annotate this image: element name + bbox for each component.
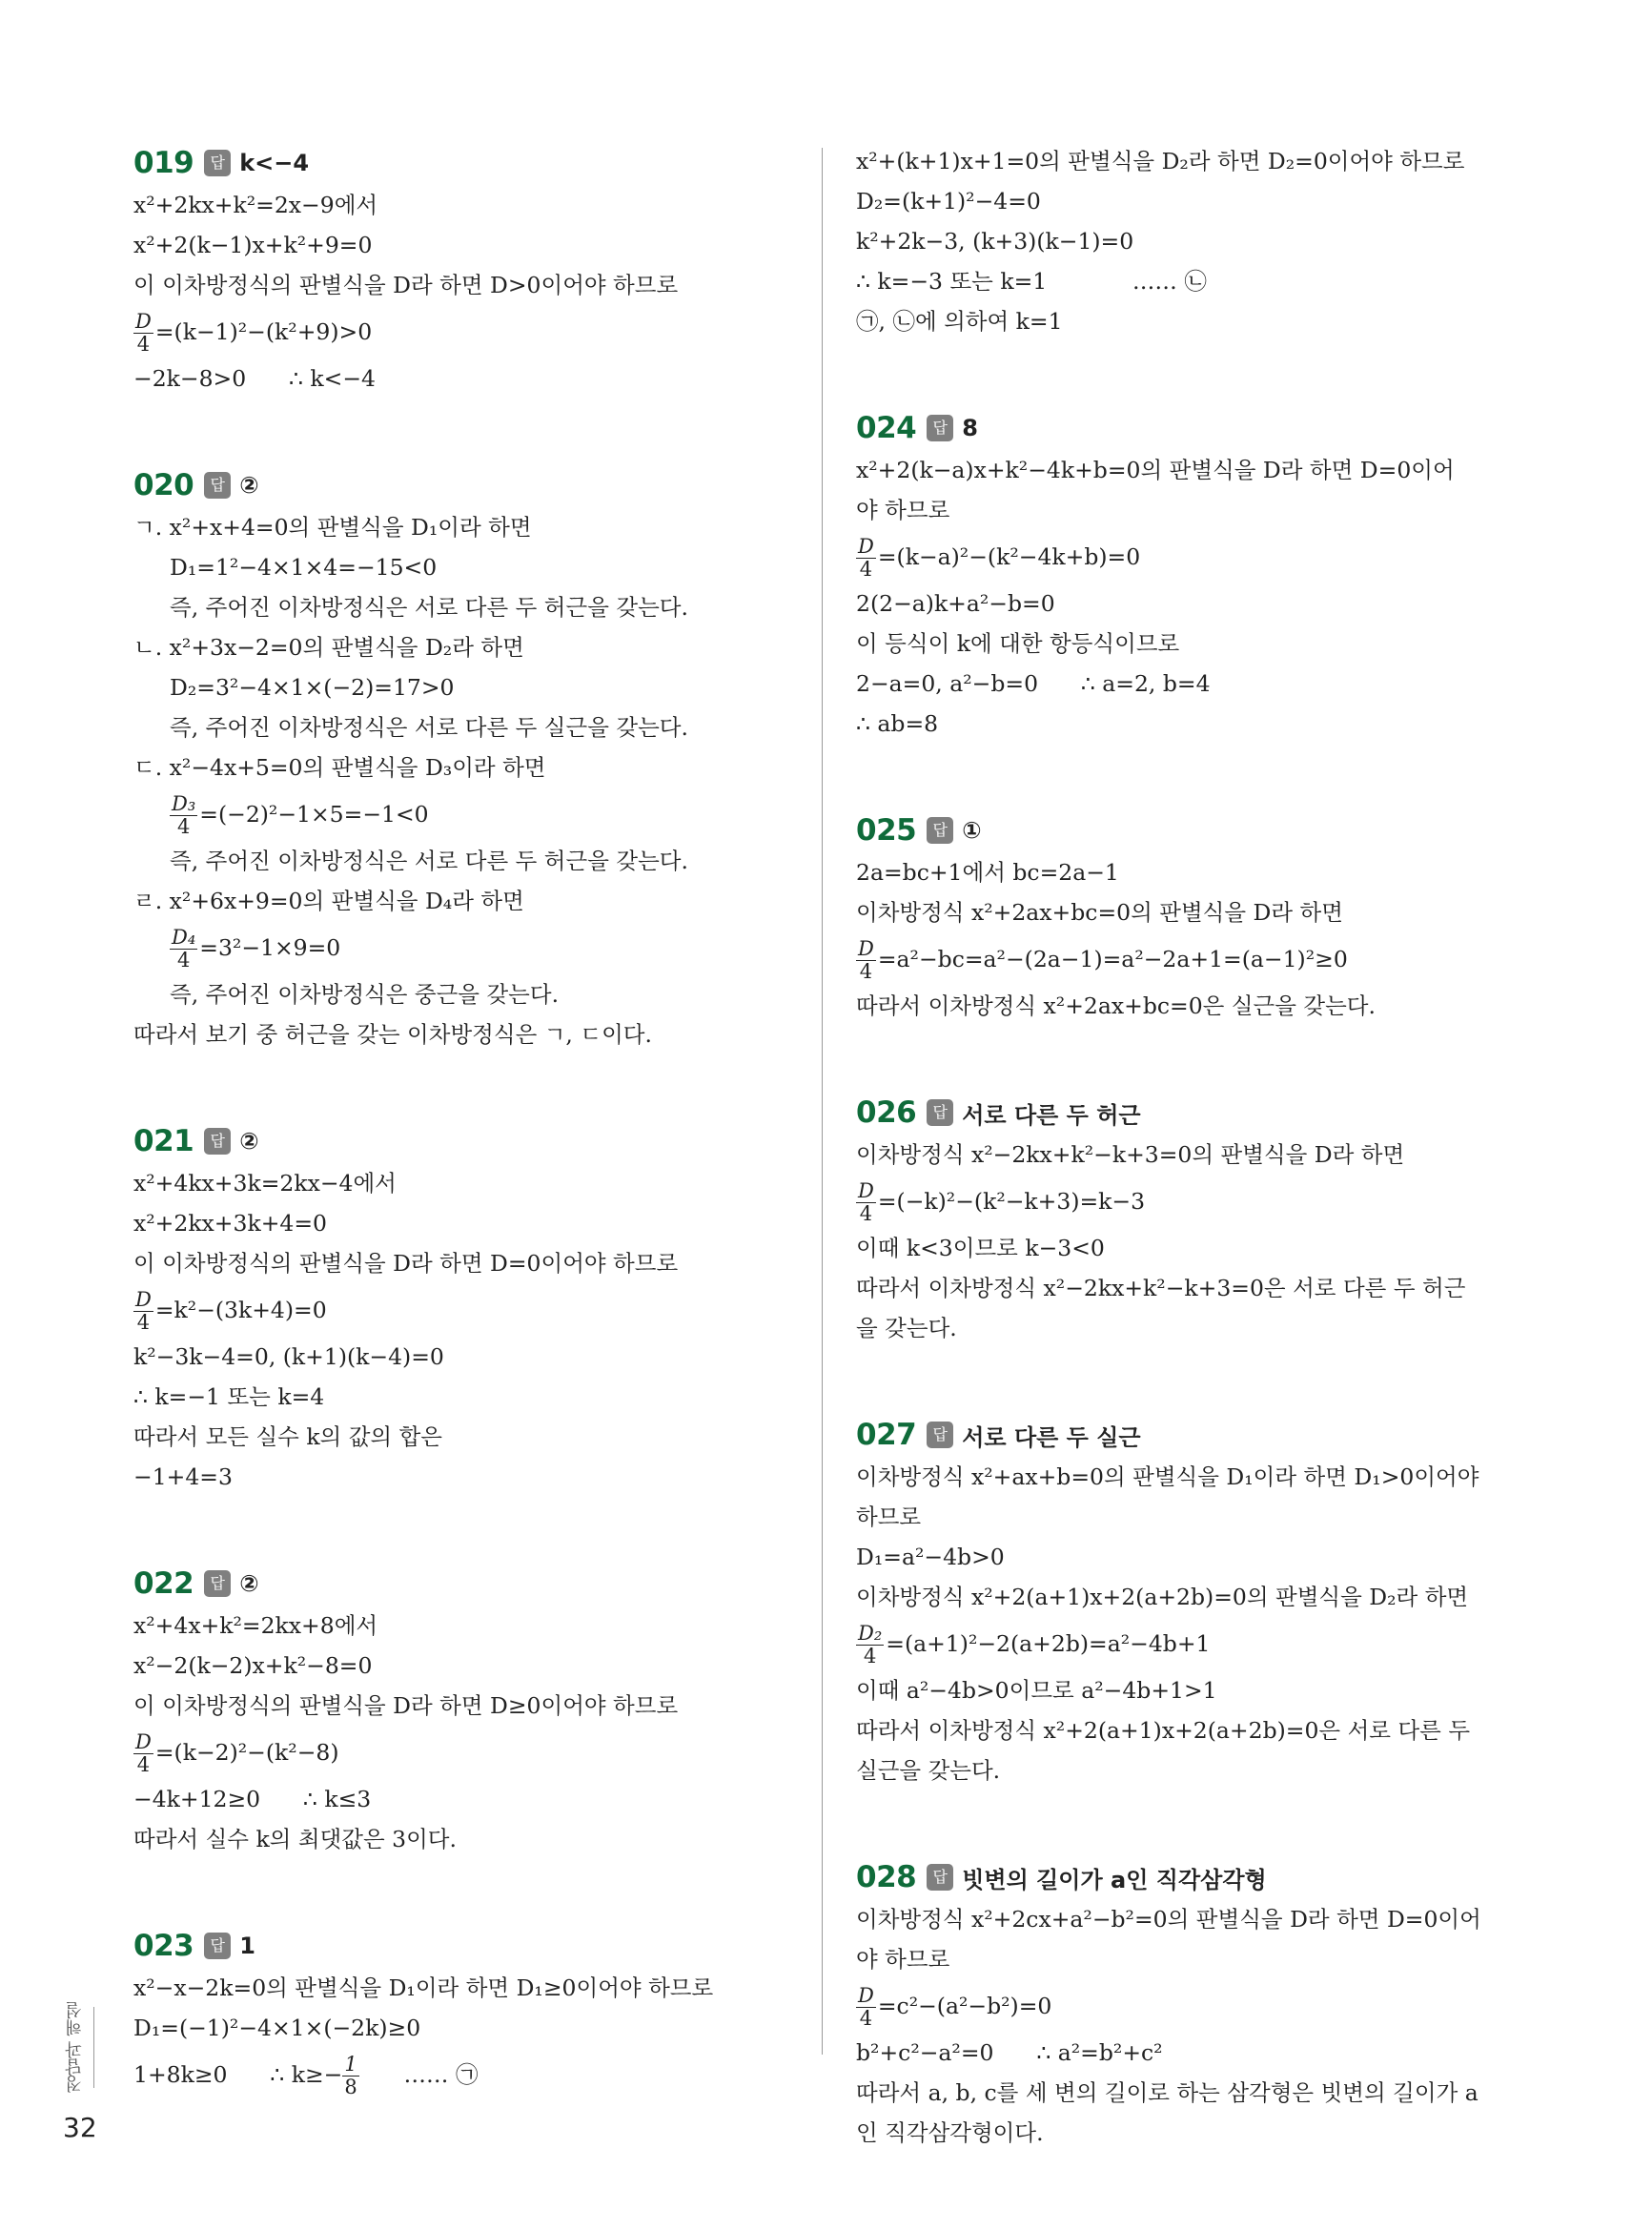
- fraction-denominator: 4: [176, 949, 191, 972]
- solution-line: [856, 624, 1514, 664]
- solution-line: [856, 301, 1514, 341]
- sidebar-divider: [93, 2007, 94, 2088]
- solution-line: [133, 788, 791, 841]
- solution-line: [133, 1337, 791, 1377]
- problem-number: 020: [133, 468, 194, 502]
- line-text: 2a=bc+1에서 bc=2a−1: [856, 859, 1119, 886]
- fraction: [856, 1985, 876, 2030]
- line-text: 야 하므로: [856, 1946, 950, 1973]
- solution-line: [133, 305, 791, 358]
- solution-line: [133, 1203, 791, 1243]
- problem-header: [133, 141, 791, 185]
- line-text: 따라서 이차방정식 x²−2kx+k²−k+3=0은 서로 다른 두 허근: [856, 1275, 1466, 1301]
- line-text: ∴ k=−1 또는 k=4: [133, 1383, 325, 1410]
- line-text: k²+2k−3, (k+3)(k−1)=0: [856, 228, 1134, 255]
- solution-line: [133, 841, 791, 881]
- solution-line: [133, 1819, 791, 1859]
- fraction-numerator: 1: [344, 2053, 357, 2076]
- fraction-denominator: 4: [859, 2007, 873, 2030]
- line-text: 이때 a²−4b>0이므로 a²−4b+1>1: [856, 1677, 1217, 1704]
- fraction-numerator: D: [858, 1984, 874, 2007]
- solution-line: [856, 1497, 1514, 1537]
- line-text: 즉, 주어진 이차방정식은 중근을 갖는다.: [170, 981, 560, 1008]
- line-text: 이차방정식 x²+2cx+a²−b²=0의 판별식을 D라 하면 D=0이어: [856, 1906, 1481, 1933]
- fraction: [170, 793, 197, 838]
- line-text: 따라서 모든 실수 k의 값의 합은: [133, 1423, 443, 1450]
- fraction-denominator: 4: [176, 815, 191, 838]
- fraction-denominator: 4: [136, 333, 151, 356]
- solution-line: [133, 1606, 791, 1646]
- line-text: k²−3k−4=0, (k+1)(k−4)=0: [133, 1343, 444, 1370]
- solution-line: [856, 932, 1514, 986]
- line-text: x²+2(k−1)x+k²+9=0: [133, 232, 373, 258]
- line-text: 이 이차방정식의 판별식을 D라 하면 D=0이어야 하므로: [133, 1250, 679, 1277]
- fraction-numerator: D₃: [172, 792, 196, 815]
- solution-line: [133, 225, 791, 265]
- problem-026: [856, 1091, 1514, 1348]
- line-text: D₂=3²−4×1×(−2)=17>0: [170, 674, 455, 701]
- fraction-denominator: 4: [859, 960, 873, 983]
- line-text: 야 하므로: [856, 497, 950, 523]
- line-text: 1+8k≥0 ∴ k≥−: [133, 2061, 343, 2088]
- problem-number: 019: [133, 146, 194, 180]
- line-text: D₁=(−1)²−4×1×(−2k)≥0: [133, 2015, 421, 2041]
- problem-header: [856, 1855, 1514, 1899]
- line-text: 이 등식이 k에 대한 항등식이므로: [856, 630, 1180, 657]
- solution-line: [133, 1779, 791, 1819]
- fraction-numerator: D: [858, 1179, 874, 1202]
- solution-line: [856, 1617, 1514, 1670]
- solution-line: [856, 1308, 1514, 1348]
- problem-header: [133, 1924, 791, 1968]
- line-text: 이차방정식 x²+2(a+1)x+2(a+2b)=0의 판별식을 D₂라 하면: [856, 1584, 1469, 1610]
- solution-line: [133, 1646, 791, 1686]
- solution-line: [856, 664, 1514, 704]
- line-text: 이차방정식 x²+ax+b=0의 판별식을 D₁이라 하면 D₁>0이어야: [856, 1463, 1479, 1490]
- line-text: ∴ k=−3 또는 k=1 …… ㉡: [856, 268, 1207, 295]
- problem-number: 025: [856, 813, 917, 848]
- line-text: 즉, 주어진 이차방정식은 서로 다른 두 허근을 갖는다.: [170, 848, 688, 874]
- solution-line: [133, 974, 791, 1014]
- fraction-numerator: D₄: [172, 926, 196, 949]
- answer-badge: 답: [927, 817, 953, 844]
- solution-line: [133, 1243, 791, 1283]
- solution-line: [133, 587, 791, 627]
- answer-text: 8: [962, 415, 978, 441]
- solution-line: [856, 852, 1514, 892]
- fraction: [133, 311, 153, 356]
- problem-025: [856, 808, 1514, 1026]
- answer-badge: 답: [927, 1099, 953, 1126]
- problem-number: 024: [856, 411, 917, 445]
- problem-header: [856, 1091, 1514, 1135]
- line-text: ㄱ. x²+x+4=0의 판별식을 D₁이라 하면: [133, 514, 532, 541]
- solution-line: [856, 1979, 1514, 2033]
- solution-line: [856, 1710, 1514, 1750]
- solution-line: [856, 1939, 1514, 1979]
- solution-line: [133, 2008, 791, 2048]
- line-text: ∴ ab=8: [856, 710, 939, 737]
- line-text: −2k−8>0 ∴ k<−4: [133, 365, 376, 392]
- solution-line: [856, 1670, 1514, 1710]
- problem-number: 026: [856, 1095, 917, 1130]
- solution-line: [133, 707, 791, 747]
- solution-line: [856, 892, 1514, 932]
- answer-badge: 답: [204, 472, 231, 499]
- line-text: =k²−(3k+4)=0: [154, 1297, 327, 1323]
- fraction-denominator: 8: [344, 2076, 357, 2098]
- solution-line: [856, 583, 1514, 624]
- solution-line: [856, 2073, 1514, 2113]
- line-text: x²+4kx+3k=2kx−4에서: [133, 1170, 397, 1197]
- line-text: 따라서 a, b, c를 세 변의 길이로 하는 삼각형은 빗변의 길이가 a: [856, 2079, 1479, 2106]
- problem-header: [133, 1562, 791, 1606]
- solution-line: [133, 667, 791, 707]
- problem-number: 028: [856, 1860, 917, 1894]
- solution-line: [133, 358, 791, 399]
- solution-line: [133, 1457, 791, 1497]
- solution-line: [133, 265, 791, 305]
- fraction-denominator: 4: [859, 1202, 873, 1225]
- fraction-denominator: 4: [136, 1311, 151, 1334]
- line-text: 이 이차방정식의 판별식을 D라 하면 D≥0이어야 하므로: [133, 1692, 679, 1719]
- answer-badge: 답: [204, 150, 231, 176]
- line-text: 따라서 이차방정식 x²+2ax+bc=0은 실근을 갖는다.: [856, 992, 1376, 1019]
- problem-header: [856, 808, 1514, 852]
- solution-line: [856, 1577, 1514, 1617]
- fraction: [342, 2054, 358, 2098]
- line-text: ㄷ. x²−4x+5=0의 판별식을 D₃이라 하면: [133, 754, 546, 781]
- problem-028: [856, 1855, 1514, 2153]
- problem-number: 027: [856, 1418, 917, 1452]
- solution-line: [856, 986, 1514, 1026]
- line-text: ㄴ. x²+3x−2=0의 판별식을 D₂라 하면: [133, 634, 524, 661]
- line-text: x²+2(k−a)x+k²−4k+b=0의 판별식을 D라 하면 D=0이어: [856, 457, 1455, 483]
- line-text: b²+c²−a²=0 ∴ a²=b²+c²: [856, 2039, 1163, 2066]
- fraction-numerator: D: [135, 1730, 152, 1753]
- line-text: 인 직각삼각형이다.: [856, 2119, 1044, 2146]
- page-number: 32: [63, 2112, 97, 2143]
- solution-line: [133, 1726, 791, 1779]
- solution-line: [133, 1163, 791, 1203]
- solution-line: [856, 1135, 1514, 1175]
- answer-badge: 답: [927, 1422, 953, 1448]
- solution-line: [133, 1283, 791, 1337]
- fraction-numerator: D: [135, 1288, 152, 1311]
- fraction-numerator: D: [858, 535, 874, 558]
- line-text: x²+(k+1)x+1=0의 판별식을 D₂라 하면 D₂=0이어야 하므로: [856, 148, 1465, 174]
- line-text: 하므로: [856, 1504, 922, 1530]
- solution-line: [133, 1417, 791, 1457]
- fraction-numerator: D: [858, 937, 874, 960]
- problem-header: [856, 406, 1514, 450]
- solution-line: [133, 747, 791, 788]
- line-text: =(a+1)²−2(a+2b)=a²−4b+1: [886, 1630, 1211, 1657]
- answer-badge: 답: [927, 1864, 953, 1891]
- answer-text: ②: [239, 472, 259, 499]
- solution-line: [856, 1899, 1514, 1939]
- problem-number: 023: [133, 1929, 194, 1963]
- line-text: 이때 k<3이므로 k−3<0: [856, 1235, 1105, 1261]
- answer-text: 서로 다른 두 허근: [962, 1101, 1141, 1129]
- fraction-denominator: 4: [863, 1645, 877, 1667]
- sidebar-label: 정답과 해설: [65, 2001, 85, 2093]
- solution-line: [133, 1014, 791, 1054]
- answer-text: 1: [239, 1933, 255, 1959]
- solution-line: [856, 1228, 1514, 1268]
- solution-line: [856, 221, 1514, 261]
- line-text: 2−a=0, a²−b=0 ∴ a=2, b=4: [856, 670, 1211, 697]
- solution-line: [856, 1268, 1514, 1308]
- solution-line: [856, 704, 1514, 744]
- answer-text: 빗변의 길이가 a인 직각삼각형: [962, 1866, 1267, 1893]
- line-text: =(−k)²−(k²−k+3)=k−3: [877, 1188, 1146, 1215]
- line-text: −1+4=3: [133, 1463, 233, 1490]
- solution-line: [133, 881, 791, 921]
- solution-line: [856, 261, 1514, 301]
- line-text: 이 이차방정식의 판별식을 D라 하면 D>0이어야 하므로: [133, 272, 679, 298]
- line-text: 따라서 실수 k의 최댓값은 3이다.: [133, 1826, 457, 1852]
- solution-line: [856, 2033, 1514, 2073]
- solution-line: [856, 450, 1514, 490]
- fraction: [856, 938, 876, 983]
- solution-line: [133, 547, 791, 587]
- line-text: =(−2)²−1×5=−1<0: [199, 801, 429, 828]
- answer-text: ②: [239, 1570, 259, 1597]
- solution-line: [133, 185, 791, 225]
- line-text: D₂=(k+1)²−4=0: [856, 188, 1041, 215]
- answer-badge: 답: [204, 1128, 231, 1155]
- line-text: D₁=1²−4×1×4=−15<0: [170, 554, 438, 581]
- solution-line: [856, 1457, 1514, 1497]
- line-text: =(k−2)²−(k²−8): [154, 1739, 339, 1766]
- problem-continued: [856, 141, 1514, 341]
- problem-020: [133, 463, 791, 1054]
- fraction: [170, 927, 197, 972]
- answer-badge: 답: [927, 415, 953, 441]
- problem-023: [133, 1924, 791, 2101]
- line-text: x²+2kx+k²=2x−9에서: [133, 192, 378, 218]
- line-text: 즉, 주어진 이차방정식은 서로 다른 두 실근을 갖는다.: [170, 714, 688, 741]
- fraction: [856, 1180, 876, 1225]
- line-text: x²+2kx+3k+4=0: [133, 1210, 327, 1237]
- line-text: 이차방정식 x²+2ax+bc=0의 판별식을 D라 하면: [856, 899, 1343, 926]
- solution-line: [133, 2048, 791, 2101]
- fraction: [133, 1289, 153, 1334]
- solution-line: [133, 921, 791, 974]
- problem-header: [133, 1119, 791, 1163]
- solution-line: [856, 181, 1514, 221]
- solution-line: [133, 627, 791, 667]
- line-text: x²−2(k−2)x+k²−8=0: [133, 1652, 373, 1679]
- line-text: 실근을 갖는다.: [856, 1757, 1001, 1784]
- answer-text: ①: [962, 817, 982, 844]
- answer-text: k<−4: [239, 150, 310, 176]
- line-text: x²−x−2k=0의 판별식을 D₁이라 하면 D₁≥0이어야 하므로: [133, 1974, 714, 2001]
- line-text: 이차방정식 x²−2kx+k²−k+3=0의 판별식을 D라 하면: [856, 1141, 1405, 1168]
- line-text: =a²−bc=a²−(2a−1)=a²−2a+1=(a−1)²≥0: [877, 946, 1348, 972]
- problem-024: [856, 406, 1514, 744]
- fraction-numerator: D: [135, 310, 152, 333]
- line-text-tail: …… ㉠: [360, 2061, 479, 2088]
- column-divider: [822, 148, 823, 2055]
- fraction-numerator: D₂: [858, 1622, 883, 1645]
- solution-line: [856, 490, 1514, 530]
- solution-line: [856, 1175, 1514, 1228]
- fraction-denominator: 4: [136, 1753, 151, 1776]
- problem-021: [133, 1119, 791, 1497]
- answer-text: ②: [239, 1128, 259, 1155]
- line-text: 따라서 이차방정식 x²+2(a+1)x+2(a+2b)=0은 서로 다른 두: [856, 1717, 1471, 1744]
- answer-badge: 답: [204, 1933, 231, 1959]
- line-text: 을 갖는다.: [856, 1315, 957, 1341]
- right-column: [856, 141, 1514, 2218]
- fraction: [133, 1731, 153, 1776]
- solution-line: [133, 1686, 791, 1726]
- problem-number: 022: [133, 1566, 194, 1601]
- solution-line: [856, 530, 1514, 583]
- line-text: 즉, 주어진 이차방정식은 서로 다른 두 허근을 갖는다.: [170, 594, 688, 621]
- line-text: 2(2−a)k+a²−b=0: [856, 590, 1055, 617]
- problem-019: [133, 141, 791, 399]
- solution-line: [856, 1750, 1514, 1790]
- fraction-denominator: 4: [859, 558, 873, 581]
- solution-line: [856, 2113, 1514, 2153]
- solution-line: [133, 1377, 791, 1417]
- line-text: D₁=a²−4b>0: [856, 1544, 1005, 1570]
- line-text: =c²−(a²−b²)=0: [877, 1993, 1052, 2019]
- line-text: x²+4x+k²=2kx+8에서: [133, 1612, 378, 1639]
- line-text: =(k−a)²−(k²−4k+b)=0: [877, 543, 1141, 570]
- line-text: =3²−1×9=0: [199, 934, 341, 961]
- fraction: [856, 1623, 884, 1667]
- problem-022: [133, 1562, 791, 1859]
- line-text: ㄹ. x²+6x+9=0의 판별식을 D₄라 하면: [133, 888, 524, 914]
- fraction: [856, 536, 876, 581]
- problem-header: [133, 463, 791, 507]
- solution-line: [856, 141, 1514, 181]
- left-column: [133, 141, 791, 2166]
- problem-number: 021: [133, 1124, 194, 1158]
- line-text: 따라서 보기 중 허근을 갖는 이차방정식은 ㄱ, ㄷ이다.: [133, 1021, 652, 1048]
- solution-line: [856, 1537, 1514, 1577]
- problem-header: [856, 1413, 1514, 1457]
- line-text: =(k−1)²−(k²+9)>0: [154, 318, 373, 345]
- problem-027: [856, 1413, 1514, 1790]
- solution-line: [133, 1968, 791, 2008]
- solution-line: [133, 507, 791, 547]
- line-text: ㉠, ㉡에 의하여 k=1: [856, 308, 1063, 335]
- line-text: −4k+12≥0 ∴ k≤3: [133, 1786, 372, 1812]
- answer-badge: 답: [204, 1570, 231, 1597]
- answer-text: 서로 다른 두 실근: [962, 1423, 1141, 1451]
